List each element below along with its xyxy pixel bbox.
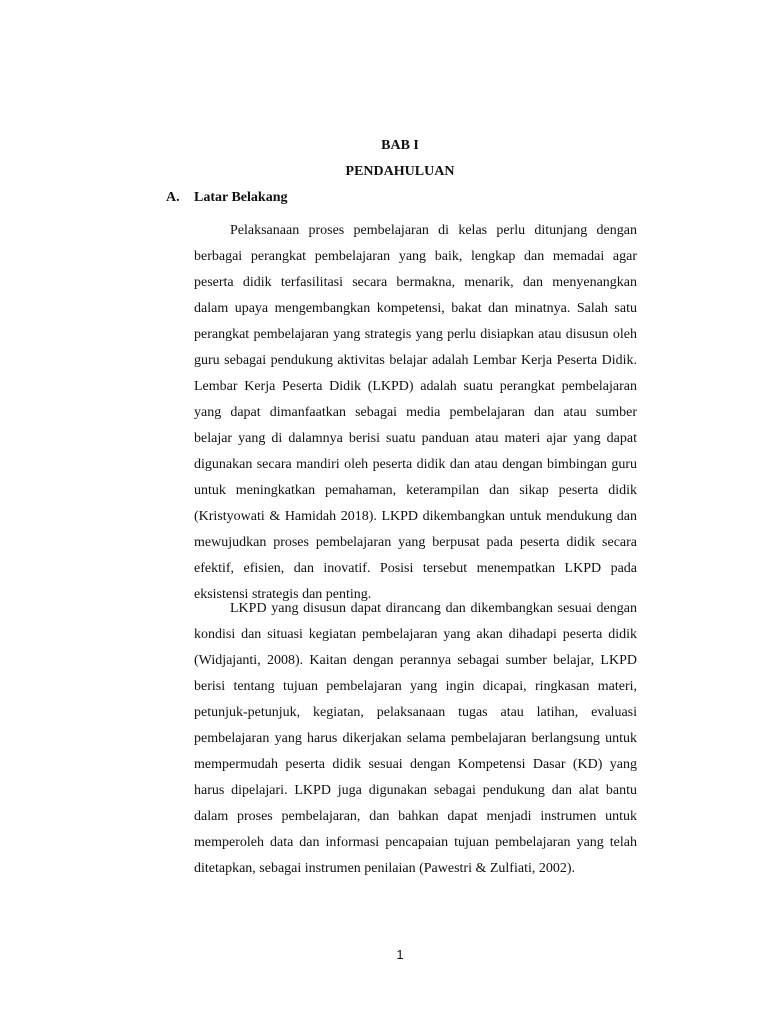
paragraph-line: digunakan secara mandiri oleh peserta didik dan atau dengan bimbingan guru [194,457,637,472]
paragraph-line: peserta didik terfasilitasi secara bermakna, menarik, dan menyenangkan [194,275,637,290]
chapter-title: PENDAHULUAN [345,164,455,179]
paragraph-line: (Kristyowati & Hamidah 2018). LKPD dikembangkan untuk mendukung dan [194,509,637,524]
section-heading [166,188,287,208]
paragraph-line: perangkat pembelajaran yang strategis yang perlu disiapkan atau disusun oleh [194,327,637,342]
paragraph-line: yang dapat dimanfaatkan sebagai media pembelajaran dan atau sumber [194,405,637,420]
chapter-number: BAB I [381,138,419,153]
paragraph-line: memperoleh data dan informasi pencapaian tujuan pembelajaran yang telah [194,835,637,850]
paragraph-line: belajar yang di dalamnya berisi suatu panduan atau materi ajar yang dapat [194,431,637,446]
paragraph-line: berbagai perangkat pembelajaran yang baik, lengkap dan memadai agar [194,249,637,264]
paragraph-line: kondisi dan situasi kegiatan pembelajaran yang akan dihadapi peserta didik [194,627,637,642]
paragraph-1 [194,218,637,608]
paragraph-line: petunjuk-petunjuk, kegiatan, pelaksanaan tugas atau latihan, evaluasi [194,705,637,720]
paragraph-line: (Widjajanti, 2008). Kaitan dengan perannya sebagai sumber belajar, LKPD [194,653,637,668]
paragraph-line: berisi tentang tujuan pembelajaran yang ingin dicapai, ringkasan materi, [194,679,637,694]
paragraph-line: eksistensi strategis dan penting. [194,587,372,602]
paragraph-line: untuk meningkatkan pemahaman, keterampilan dan sikap peserta didik [194,483,637,498]
paragraph-line: harus dipelajari. LKPD juga digunakan sebagai pendukung dan alat bantu [194,783,637,798]
paragraph-2 [194,596,637,882]
paragraph-line: guru sebagai pendukung aktivitas belajar adalah Lembar Kerja Peserta Didik. [194,353,637,368]
paragraph-line: ditetapkan, sebagai instrumen penilaian (Pawestri & Zulfiati, 2002). [194,861,576,876]
paragraph-line: mewujudkan proses pembelajaran yang berpusat pada peserta didik secara [194,535,637,550]
section-title: Latar Belakang [194,190,288,205]
paragraph-line: dalam proses pembelajaran, dan bahkan dapat menjadi instrumen untuk [194,809,637,824]
paragraph-line: Lembar Kerja Peserta Didik (LKPD) adalah suatu perangkat pembelajaran [194,379,637,394]
paragraph-line: LKPD yang disusun dapat dirancang dan dikembangkan sesuai dengan [230,601,637,616]
page-number: 1 [396,947,404,962]
paragraph-line: efektif, efisien, dan inovatif. Posisi tersebut menempatkan LKPD pada [194,561,637,576]
section-letter: A. [166,190,180,205]
paragraph-line: Pelaksanaan proses pembelajaran di kelas perlu ditunjang dengan [230,223,637,238]
paragraph-line: mempermudah peserta didik sesuai dengan Kompetensi Dasar (KD) yang [194,757,637,772]
paragraph-line: dalam upaya mengembangkan kompetensi, bakat dan minatnya. Salah satu [194,301,637,316]
paragraph-line: pembelajaran yang harus dikerjakan selama pembelajaran berlangsung untuk [194,731,637,746]
